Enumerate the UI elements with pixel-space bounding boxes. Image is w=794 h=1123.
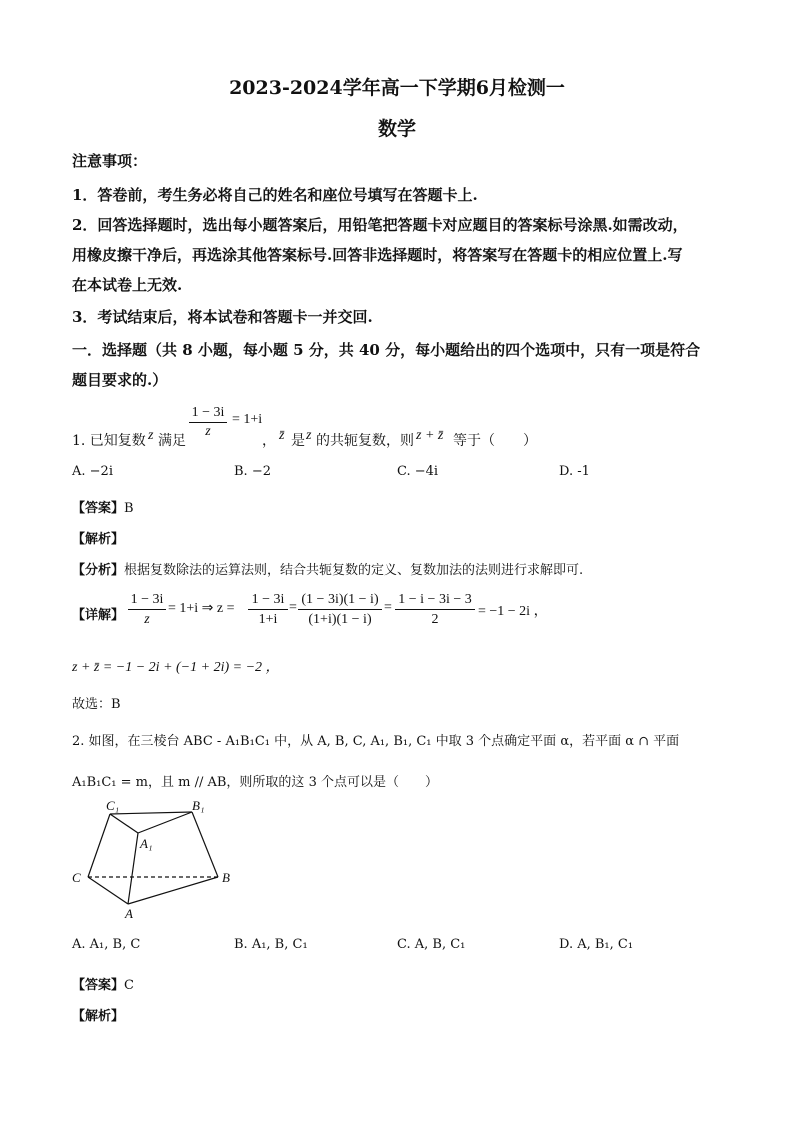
q1-detail-line-2: z + z̄ = −1 − 2i + (−1 + 2i) = −2 ， [72, 660, 280, 675]
q2-option-c[interactable]: C. A, B, C₁ [397, 937, 466, 952]
detail-f1-num: 1 − 3i [128, 590, 166, 610]
notice-heading: 注意事项： [72, 152, 148, 170]
label-c: C [72, 870, 81, 885]
q1-conjugate: z̄ [279, 428, 285, 443]
notice-item-3: 3．考试结束后，将本试卷和答题卡一并交回. [72, 308, 373, 326]
edge-a1-b1 [138, 812, 192, 833]
q1-option-c[interactable]: C. −4i [397, 464, 439, 479]
q1-detail-tag: 【详解】 [72, 608, 125, 623]
q1-fraction-numerator: 1 − 3i [189, 404, 227, 423]
q1-fenxi [72, 559, 583, 578]
section-heading-line-2: 题目要求的.） [72, 371, 168, 389]
q2-analysis-tag: 【解析】 [72, 1009, 125, 1024]
q1-ask: 等于（ ） [453, 433, 537, 449]
notice-item-1: 1．答卷前，考生务必将自己的姓名和座位号填写在答题卡上. [72, 186, 478, 204]
detail-fraction-2 [248, 590, 288, 629]
frustum-figure [70, 796, 240, 922]
edge-c-a [88, 877, 128, 904]
q1-var-z-2: z [306, 428, 312, 443]
edge-a-b [128, 877, 218, 904]
q1-conclusion: 故选：B [72, 697, 121, 712]
detail-f3-num: (1 − 3i)(1 − i) [298, 590, 382, 610]
detail-f3-den: (1+i)(1 − i) [308, 612, 372, 627]
detail-f2-num: 1 − 3i [248, 590, 288, 610]
q2-option-a[interactable]: A. A₁, B, C [72, 937, 141, 952]
q2-stem-line-1: 2. 如图，在三棱台 ABC - A₁B₁C₁ 中，从 A, B, C, A₁, B₁, C₁ 中取 3 个点确定平面 α，若平面 α ∩ 平面 [72, 734, 680, 749]
q1-sum: z + z̄ [416, 428, 444, 443]
detail-eq-2: = [289, 600, 297, 615]
section-heading-line-1: 一．选择题（共 8 小题，每小题 5 分，共 40 分，每小题给出的四个选项中，只有一项是符合 [72, 341, 701, 359]
q1-fraction-denominator: z [205, 424, 211, 439]
detail-f2-den: 1+i [258, 612, 278, 627]
q1-prefix: 1. 已知复数 [72, 433, 146, 449]
detail-eq-4: = −1 − 2i ， [478, 604, 548, 619]
answer-value: B [124, 501, 134, 516]
q1-analysis-tag: 【解析】 [72, 532, 125, 547]
detail-fraction-1 [128, 590, 166, 629]
edge-c1-b1 [110, 812, 192, 814]
fenxi-tag: 【分析】 [72, 563, 125, 578]
q2-answer [72, 974, 134, 993]
q1-conj-text: 的共轭复数，则 [316, 433, 414, 449]
notice-item-2-line-2: 用橡皮擦干净后，再选涂其他答案标号.回答非选择题时，将答案写在答题卡的相应位置上.写 [72, 246, 683, 264]
q1-comma: ， [262, 433, 276, 449]
q1-var-z: z [148, 428, 154, 443]
edge-c1-a1 [110, 814, 138, 833]
detail-f4-num: 1 − i − 3i − 3 [395, 590, 475, 610]
detail-fraction-4 [395, 590, 475, 629]
q1-equation-rhs: = 1+i [232, 412, 263, 427]
q1-option-a[interactable]: A. −2i [72, 464, 113, 479]
detail-f1-den: z [144, 612, 150, 627]
exam-title: 2023-2024学年高一下学期6月检测一 [229, 77, 565, 99]
label-c1: C₁ [106, 798, 120, 813]
notice-item-2-line-3: 在本试卷上无效. [72, 276, 183, 294]
q2-option-b[interactable]: B. A₁, B, C₁ [234, 937, 308, 952]
q1-option-b[interactable]: B. −2 [234, 464, 271, 479]
detail-fraction-3 [298, 590, 382, 629]
label-a1: A₁ [140, 836, 153, 851]
detail-eq-3: = [384, 600, 392, 615]
answer-tag: 【答案】 [72, 978, 125, 993]
edge-c1-c [88, 814, 110, 877]
q1-option-d[interactable]: D. -1 [559, 464, 590, 479]
answer-tag: 【答案】 [72, 501, 125, 516]
q1-answer [72, 497, 134, 516]
q1-fraction [189, 404, 227, 441]
label-b: B [222, 870, 230, 885]
edge-a1-a [128, 833, 138, 904]
notice-item-2-line-1: 2．回答选择题时，选出每小题答案后，用铅笔把答题卡对应题目的答案标号涂黑.如需改动， [72, 216, 688, 234]
q1-satisfies: 满足 [158, 433, 186, 449]
label-b1: B₁ [192, 798, 205, 813]
detail-f4-den: 2 [431, 612, 439, 627]
subject-title: 数学 [377, 118, 416, 140]
edge-b1-b [192, 812, 218, 877]
q2-option-d[interactable]: D. A, B₁, C₁ [559, 937, 634, 952]
answer-value: C [124, 978, 134, 993]
q1-is: 是 [291, 433, 305, 449]
q2-stem-line-2: A₁B₁C₁ = m，且 m // AB，则所取的这 3 个点可以是（ ） [72, 775, 438, 790]
fenxi-text: 根据复数除法的运算法则，结合共轭复数的定义、复数加法的法则进行求解即可. [124, 563, 584, 578]
label-a: A [125, 906, 133, 921]
detail-eq-1: = 1+i ⇒ z = [168, 601, 235, 616]
